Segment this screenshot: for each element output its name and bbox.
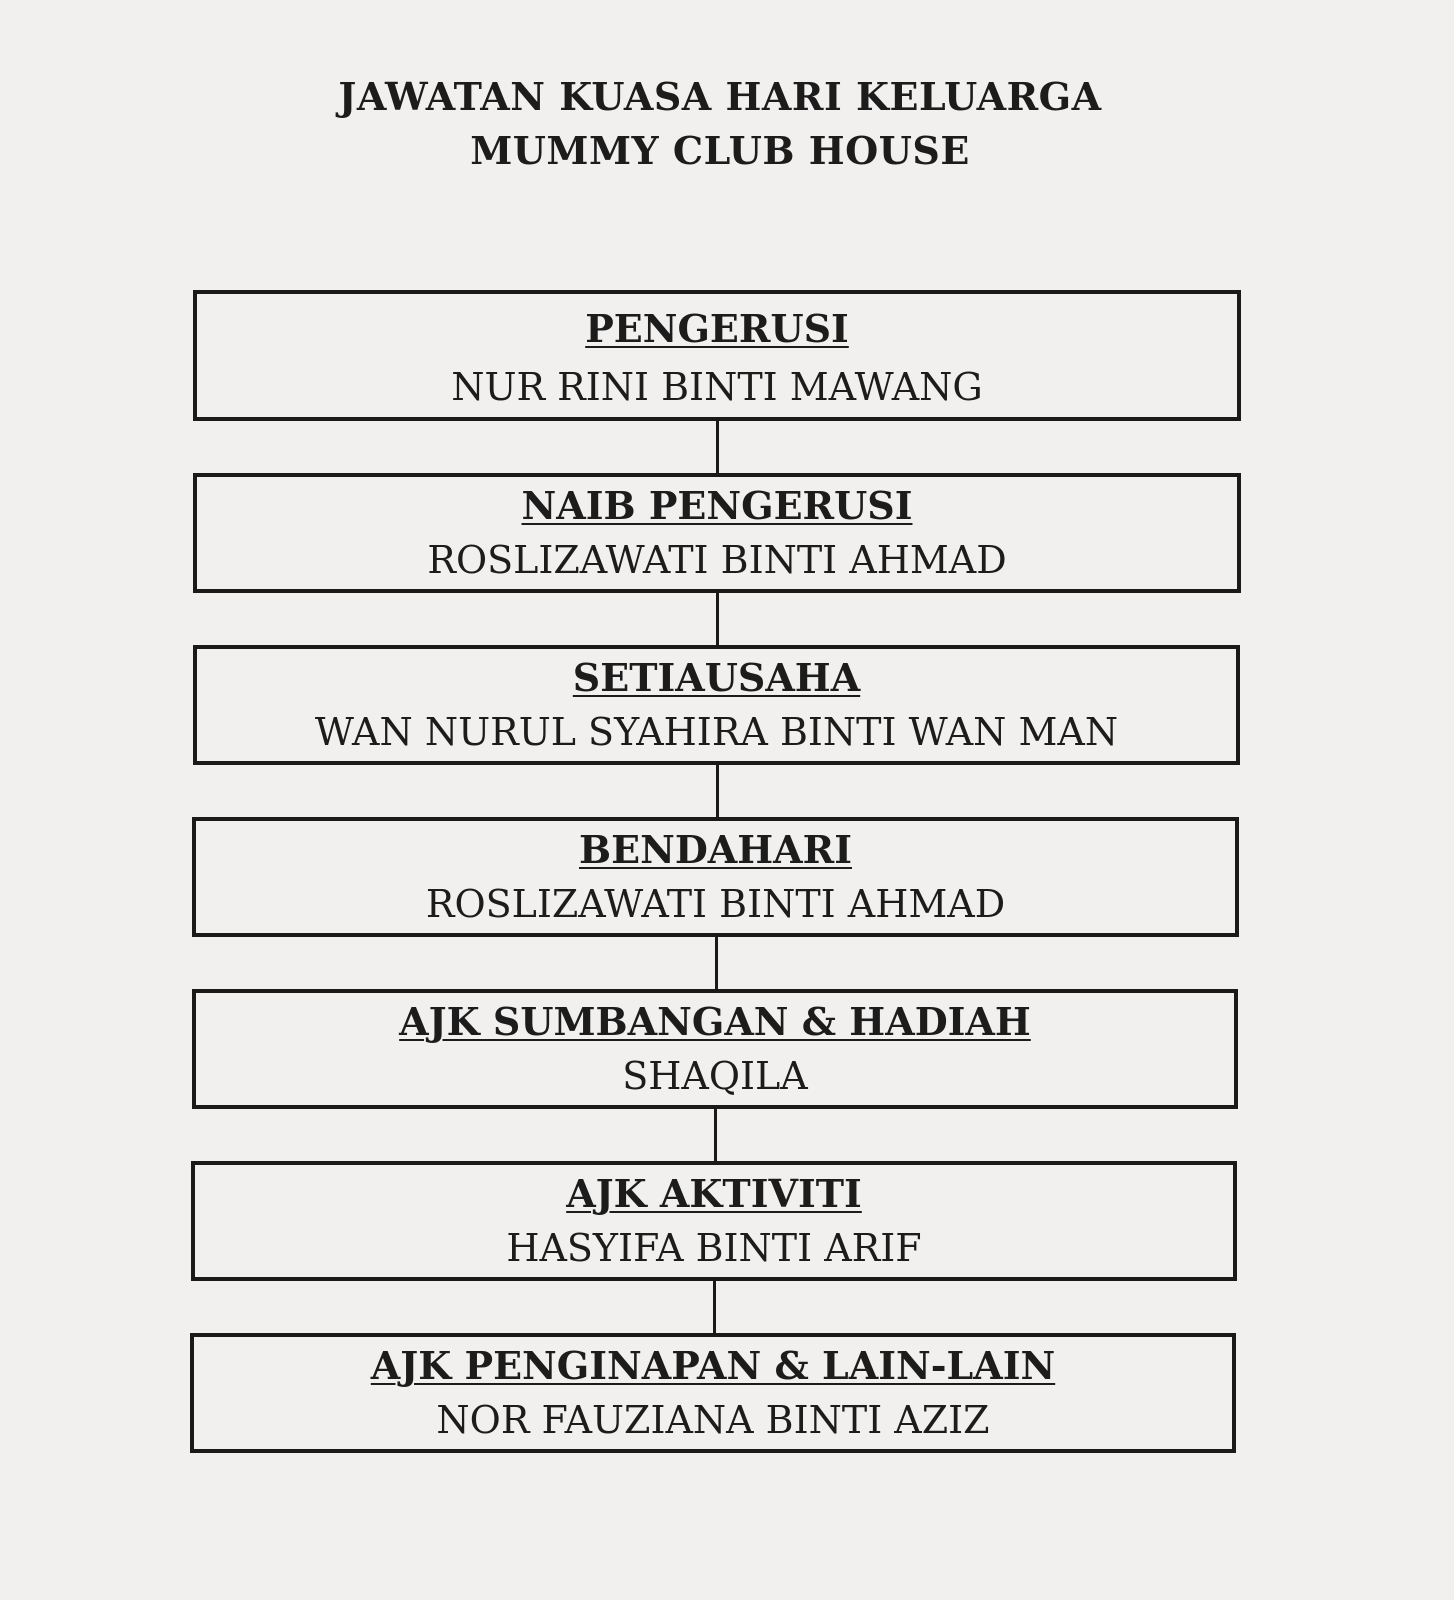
connector-3-4 <box>716 763 719 819</box>
connector-6-7 <box>713 1279 716 1335</box>
connector-4-5 <box>715 935 718 991</box>
person-name: ROSLIZAWATI BINTI AHMAD <box>427 538 1007 582</box>
position-box-naib-pengerusi <box>193 473 1241 593</box>
person-name: WAN NURUL SYAHIRA BINTI WAN MAN <box>314 710 1119 754</box>
position-box-bendahari <box>192 817 1239 937</box>
role-label: BENDAHARI <box>579 827 852 872</box>
person-name: NOR FAUZIANA BINTI AZIZ <box>436 1398 990 1442</box>
position-box-setiausaha <box>193 645 1240 765</box>
role-label: AJK PENGINAPAN & LAIN-LAIN <box>370 1343 1056 1388</box>
person-name: SHAQILA <box>622 1054 808 1098</box>
position-box-pengerusi <box>193 290 1241 421</box>
connector-1-2 <box>716 419 719 475</box>
person-name: NUR RINI BINTI MAWANG <box>451 365 983 409</box>
role-label: SETIAUSAHA <box>572 655 861 700</box>
position-box-ajk-aktiviti <box>191 1161 1237 1281</box>
title-line-1: JAWATAN KUASA HARI KELUARGA <box>338 74 1102 119</box>
connector-5-6 <box>714 1107 717 1163</box>
person-name: ROSLIZAWATI BINTI AHMAD <box>425 882 1006 926</box>
position-box-ajk-penginapan-lain-lain <box>190 1333 1236 1453</box>
role-label: PENGERUSI <box>585 306 849 351</box>
role-label: NAIB PENGERUSI <box>521 483 913 528</box>
title-line-2: MUMMY CLUB HOUSE <box>470 128 970 173</box>
person-name: HASYIFA BINTI ARIF <box>506 1226 922 1270</box>
role-label: AJK AKTIVITI <box>566 1171 862 1216</box>
role-label: AJK SUMBANGAN & HADIAH <box>399 999 1031 1044</box>
connector-2-3 <box>716 591 719 647</box>
position-box-ajk-sumbangan-hadiah <box>192 989 1238 1109</box>
